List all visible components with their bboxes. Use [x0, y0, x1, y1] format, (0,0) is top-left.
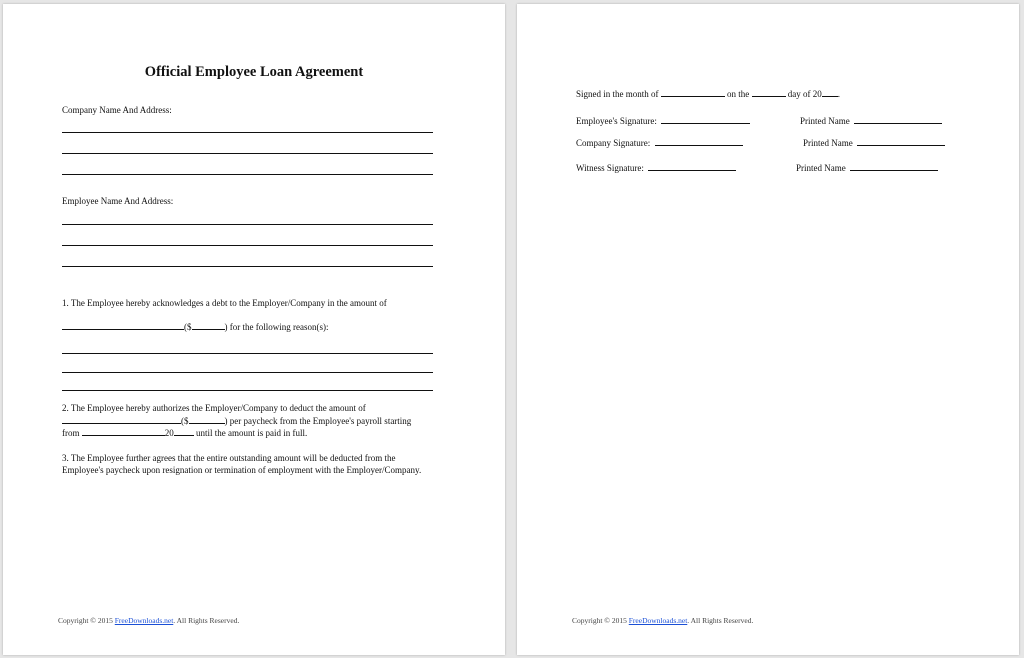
- freedownloads-link[interactable]: FreeDownloads.net: [628, 616, 688, 625]
- company-address-line-3[interactable]: [62, 174, 433, 175]
- start-year-field[interactable]: [174, 427, 194, 436]
- company-signature-row: [576, 137, 743, 148]
- clause-2-paren-close: ) per paycheck from the Employee's payroll starting: [224, 415, 412, 426]
- employee-address-line-1[interactable]: [62, 224, 433, 225]
- company-address-line-2[interactable]: [62, 153, 433, 154]
- clause-2-line-3: [62, 427, 437, 440]
- deduction-amount-words-field[interactable]: [62, 415, 181, 424]
- clause-2-from: from: [62, 428, 80, 438]
- signed-day-field[interactable]: [752, 88, 786, 97]
- company-printed-name-row: [803, 137, 945, 148]
- clause-2-twenty: 20: [164, 428, 174, 438]
- deduction-amount-number-field[interactable]: [189, 415, 225, 424]
- freedownloads-link[interactable]: FreeDownloads.net: [114, 616, 174, 625]
- clause-2-paren-open: ($: [181, 415, 189, 426]
- employee-printed-name-label: Printed Name: [800, 116, 850, 126]
- rights-reserved: . All Rights Reserved.: [173, 616, 240, 625]
- company-signature-field[interactable]: [655, 137, 743, 146]
- company-printed-name-label: Printed Name: [803, 138, 853, 148]
- employee-address-line-3[interactable]: [62, 266, 433, 267]
- witness-signature-field[interactable]: [648, 162, 736, 171]
- reason-line-3[interactable]: [62, 390, 433, 391]
- reason-line-2[interactable]: [62, 372, 433, 373]
- company-address-line-1[interactable]: [62, 132, 433, 133]
- witness-signature-row: [576, 162, 736, 173]
- clause-1-amount-row: [62, 321, 328, 334]
- clause-2-line-2: [62, 415, 437, 428]
- clause-1-text: 1. The Employee hereby acknowledges a debt to the Employer/Company in the amount of: [62, 298, 387, 308]
- signed-year-field[interactable]: [822, 88, 838, 97]
- debt-amount-words-field[interactable]: [62, 321, 184, 330]
- employee-printed-name-row: [800, 115, 942, 126]
- start-date-field[interactable]: [82, 427, 165, 436]
- document-page-2: [517, 4, 1019, 655]
- witness-printed-name-row: [796, 162, 938, 173]
- reasons-suffix: ) for the following reason(s):: [224, 322, 329, 332]
- document-title: Official Employee Loan Agreement: [144, 64, 364, 80]
- employee-name-address-label: Employee Name And Address:: [62, 196, 174, 206]
- signed-month-field[interactable]: [661, 88, 725, 97]
- clause-2-line-1: 2. The Employee hereby authorizes the Employer/Company to deduct the amount of: [62, 403, 366, 413]
- employee-address-line-2[interactable]: [62, 245, 433, 246]
- employee-printed-name-field[interactable]: [854, 115, 942, 124]
- clause-2: [62, 403, 437, 440]
- signed-period: .: [837, 89, 840, 99]
- rights-reserved: . All Rights Reserved.: [687, 616, 754, 625]
- copyright-prefix: Copyright © 2015: [572, 616, 627, 625]
- signed-month-row: [576, 88, 840, 99]
- clause-2-until: until the amount is paid in full.: [196, 428, 308, 438]
- clause-3-text: 3. The Employee further agrees that the entire outstanding amount will be deducted from the Employee's paycheck upon resignation or termination of employment with the Employer/Company.: [62, 453, 422, 475]
- dollar-open-paren: ($: [184, 322, 192, 332]
- footer-copyright-page-2: [572, 616, 753, 625]
- footer-copyright: [58, 616, 239, 625]
- employee-signature-row: [576, 115, 750, 126]
- reason-line-1[interactable]: [62, 353, 433, 354]
- witness-printed-name-label: Printed Name: [796, 163, 846, 173]
- witness-signature-label: Witness Signature:: [576, 163, 644, 173]
- signed-on-the: on the: [727, 89, 750, 99]
- signed-day-of: day of 20: [787, 89, 822, 99]
- employee-signature-label: Employee's Signature:: [576, 116, 657, 126]
- signed-prefix: Signed in the month of: [576, 89, 659, 99]
- copyright-prefix: Copyright © 2015: [58, 616, 113, 625]
- witness-printed-name-field[interactable]: [850, 162, 938, 171]
- document-page-1: [3, 4, 505, 655]
- company-printed-name-field[interactable]: [857, 137, 945, 146]
- debt-amount-number-field[interactable]: [192, 321, 225, 330]
- company-signature-label: Company Signature:: [576, 138, 651, 148]
- employee-signature-field[interactable]: [661, 115, 750, 124]
- company-name-address-label: Company Name And Address:: [62, 105, 172, 115]
